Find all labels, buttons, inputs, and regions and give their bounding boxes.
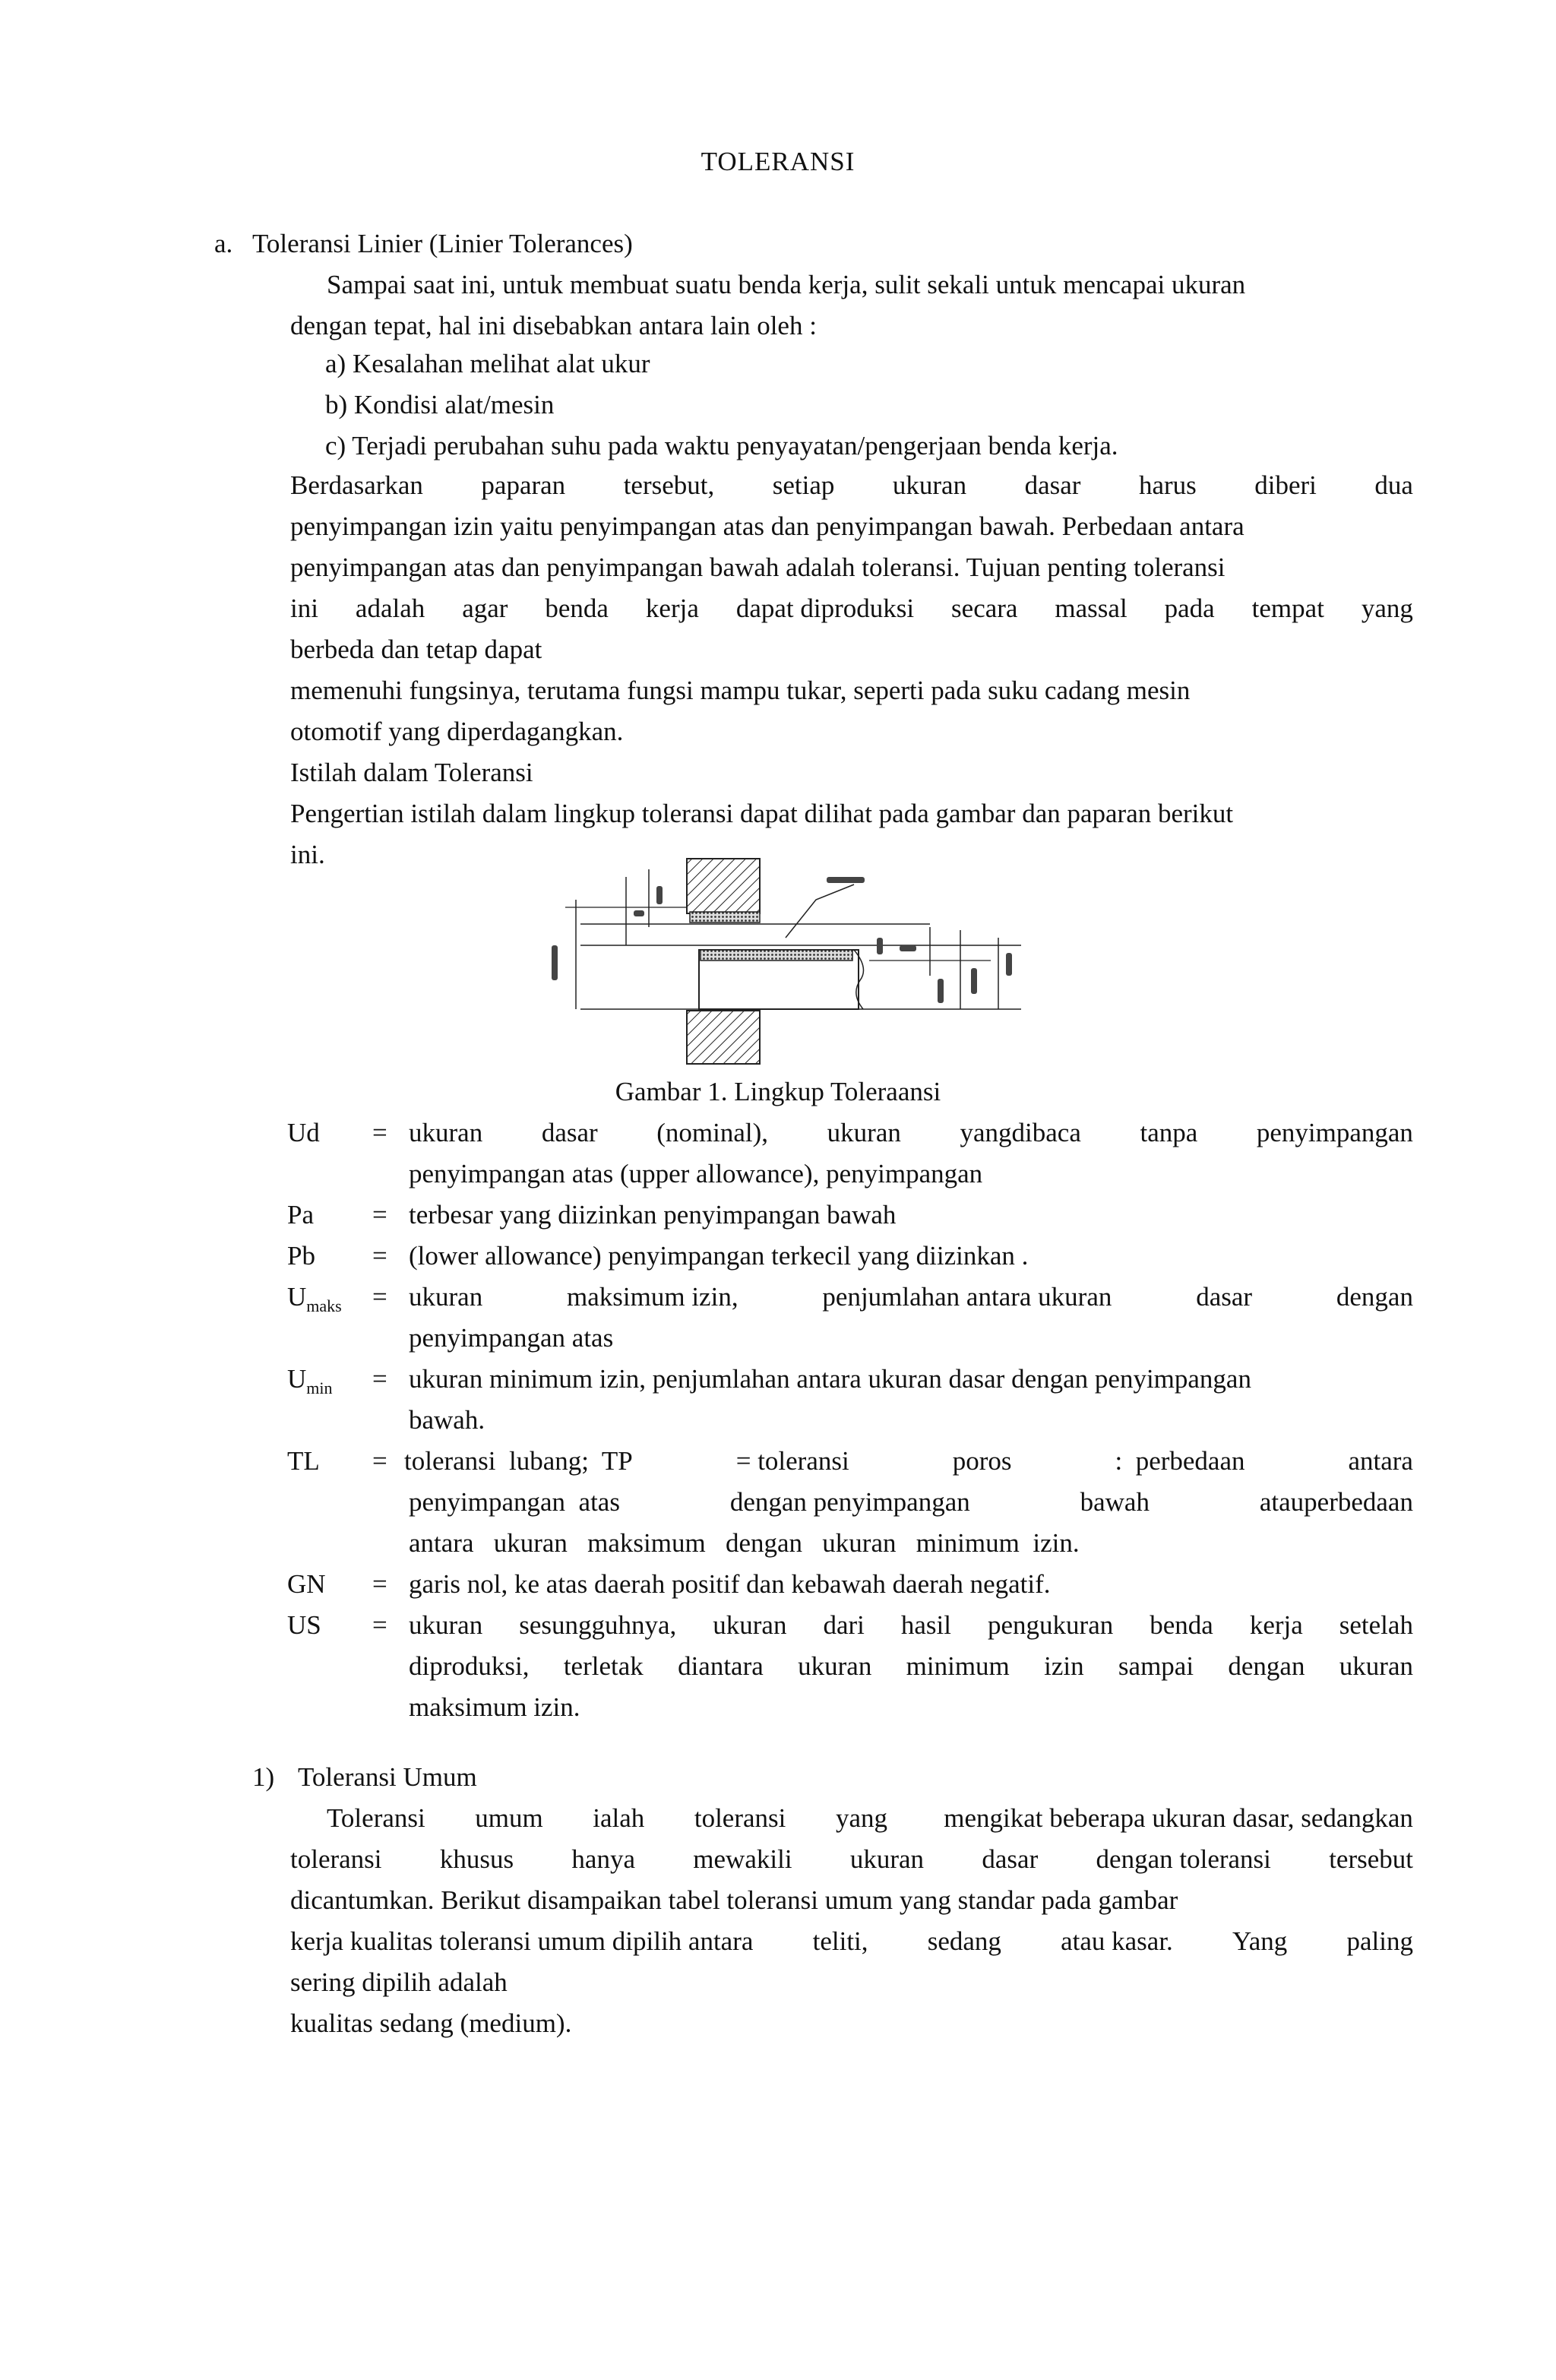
section-1-paragraph	[290, 1798, 1413, 2044]
definition-text: ukuran minimum izin, penjumlahan antara ukuran dasar dengan penyimpangan bawah.	[409, 1364, 1251, 1435]
hole-wall-bottom	[687, 1011, 760, 1064]
list-item: a) Kesalahan melihat alat ukur	[325, 349, 650, 378]
section-a-title: Toleransi Linier (Linier Tolerances)	[252, 229, 633, 258]
tolerance-figure	[535, 854, 1021, 1067]
paragraph-line: memenuhi fungsinya, terutama fungsi mampu tukar, seperti pada suku cadang mesin	[290, 676, 1191, 705]
definition-item	[287, 1112, 1413, 1195]
definition-term: Pa	[287, 1200, 314, 1230]
section-1-heading	[252, 1757, 477, 1798]
definition-equals: =	[372, 1118, 387, 1147]
word: dua	[1374, 470, 1413, 500]
definition-term: $U_{min}$	[287, 1364, 333, 1397]
definition-item	[287, 1277, 1413, 1359]
word: dasar	[1024, 470, 1081, 500]
section-1-title: Toleransi Umum	[298, 1762, 477, 1792]
word: setiap	[772, 470, 835, 500]
paragraph-line: sering dipilih adalah	[290, 1967, 508, 1997]
paragraph-line: penyimpangan atas dan penyimpangan bawah adalah toleransi. Tujuan penting toleransi	[290, 552, 1226, 582]
tolerance-paragraph	[290, 465, 1413, 875]
section-a-marker: a.	[214, 229, 233, 258]
causes-list	[325, 343, 1118, 467]
list-item: b) Kondisi alat/mesin	[325, 390, 555, 419]
definition-equals: =	[372, 1241, 387, 1271]
definition-term: Pb	[287, 1241, 315, 1271]
definition-item	[287, 1564, 1413, 1605]
definition-text: ukuran dasar (nominal), ukuran yangdibaca tanpa penyimpangan penyimpangan atas (upper allowance), penyimpangan	[409, 1118, 1413, 1188]
section-1-number: 1)	[252, 1762, 275, 1792]
page-title: TOLERANSI	[701, 147, 855, 176]
definition-item	[287, 1236, 1413, 1277]
word: diberi	[1254, 470, 1317, 500]
definition-term: Ud	[287, 1118, 320, 1147]
subscript: min	[306, 1378, 333, 1397]
definition-text: terbesar yang diizinkan penyimpangan bawah	[409, 1200, 897, 1230]
paragraph-line: toleransi khusus hanya mewakili ukuran dasar dengan toleransi tersebut	[290, 1844, 1413, 1874]
list-item: c) Terjadi perubahan suhu pada waktu penyayatan/pengerjaan benda kerja.	[325, 431, 1118, 460]
paragraph-line: penyimpangan izin yaitu penyimpangan atas dan penyimpangan bawah. Perbedaan antara	[290, 511, 1244, 541]
shaft-tolerance-zone	[701, 950, 852, 961]
definition-equals: =	[372, 1200, 387, 1230]
istilah-heading: Istilah dalam Toleransi	[290, 758, 533, 787]
definition-text: toleransi lubang; TP = toleransi poros : perbedaan antara penyimpangan atas dengan penyimpangan bawah atauperbedaan antara ukuran maksimum dengan ukuran minimum izin.	[404, 1446, 1413, 1558]
definitions-list	[287, 1112, 1413, 1728]
definition-equals: =	[372, 1364, 387, 1394]
hole-wall-top	[687, 859, 760, 913]
paragraph-line: dicantumkan. Berikut disampaikan tabel toleransi umum yang standar pada gambar	[290, 1885, 1178, 1915]
definition-item	[287, 1359, 1413, 1441]
definition-item	[287, 1195, 1413, 1236]
word: tersebut,	[623, 470, 715, 500]
definition-equals: =	[372, 1569, 387, 1599]
definition-equals: =	[372, 1282, 387, 1312]
intro-line: Sampai saat ini, untuk membuat suatu benda kerja, sulit sekali untuk mencapai ukuran	[327, 270, 1246, 299]
definition-term: $U_{maks}$	[287, 1282, 342, 1315]
definition-equals: =	[372, 1446, 387, 1476]
intro-line: dengan tepat, hal ini disebabkan antara lain oleh :	[290, 311, 817, 340]
hole-tolerance-zone	[690, 912, 760, 923]
word: harus	[1138, 470, 1197, 500]
paragraph-line	[290, 465, 1413, 506]
istilah-line: ini.	[290, 840, 325, 869]
definition-text: ukuran sesungguhnya, ukuran dari hasil pengukuran benda kerja setelah diproduksi, terletak diantara ukuran minimum izin sampai dengan ukuran maksimum izin.	[409, 1610, 1413, 1722]
word: paparan	[481, 470, 566, 500]
definition-term: GN	[287, 1569, 326, 1599]
section-a-heading	[214, 223, 633, 264]
definition-item	[287, 1605, 1413, 1728]
word: ukuran	[892, 470, 967, 500]
istilah-line: Pengertian istilah dalam lingkup toleransi dapat dilihat pada gambar dan paparan berikut	[290, 799, 1234, 828]
paragraph-line: ini adalah agar benda kerja dapat diproduksi secara massal pada tempat yang	[290, 593, 1413, 623]
paragraph-line: berbeda dan tetap dapat	[290, 635, 542, 664]
definition-item	[287, 1441, 1413, 1564]
definition-text: garis nol, ke atas daerah positif dan kebawah daerah negatif.	[409, 1569, 1051, 1599]
definition-term: US	[287, 1610, 321, 1640]
subscript: maks	[306, 1296, 342, 1315]
paragraph-line: kerja kualitas toleransi umum dipilih antara teliti, sedang atau kasar. Yang paling	[290, 1926, 1413, 1956]
paragraph-line: otomotif yang diperdagangkan.	[290, 717, 624, 746]
paragraph-line: kualitas sedang (medium).	[290, 2008, 572, 2038]
definition-text: ukuran maksimum izin, penjumlahan antara ukuran dasar dengan penyimpangan atas	[409, 1282, 1413, 1353]
paragraph-line: Toleransi umum ialah toleransi yang mengikat beberapa ukuran dasar, sedangkan	[327, 1803, 1413, 1833]
intro-paragraph	[290, 264, 1413, 347]
word: Berdasarkan	[290, 470, 423, 500]
definition-term: TL	[287, 1446, 320, 1476]
definition-text: (lower allowance) penyimpangan terkecil yang diizinkan .	[409, 1241, 1029, 1271]
definition-equals: =	[372, 1610, 387, 1640]
figure-caption: Gambar 1. Lingkup Toleraansi	[615, 1077, 941, 1106]
